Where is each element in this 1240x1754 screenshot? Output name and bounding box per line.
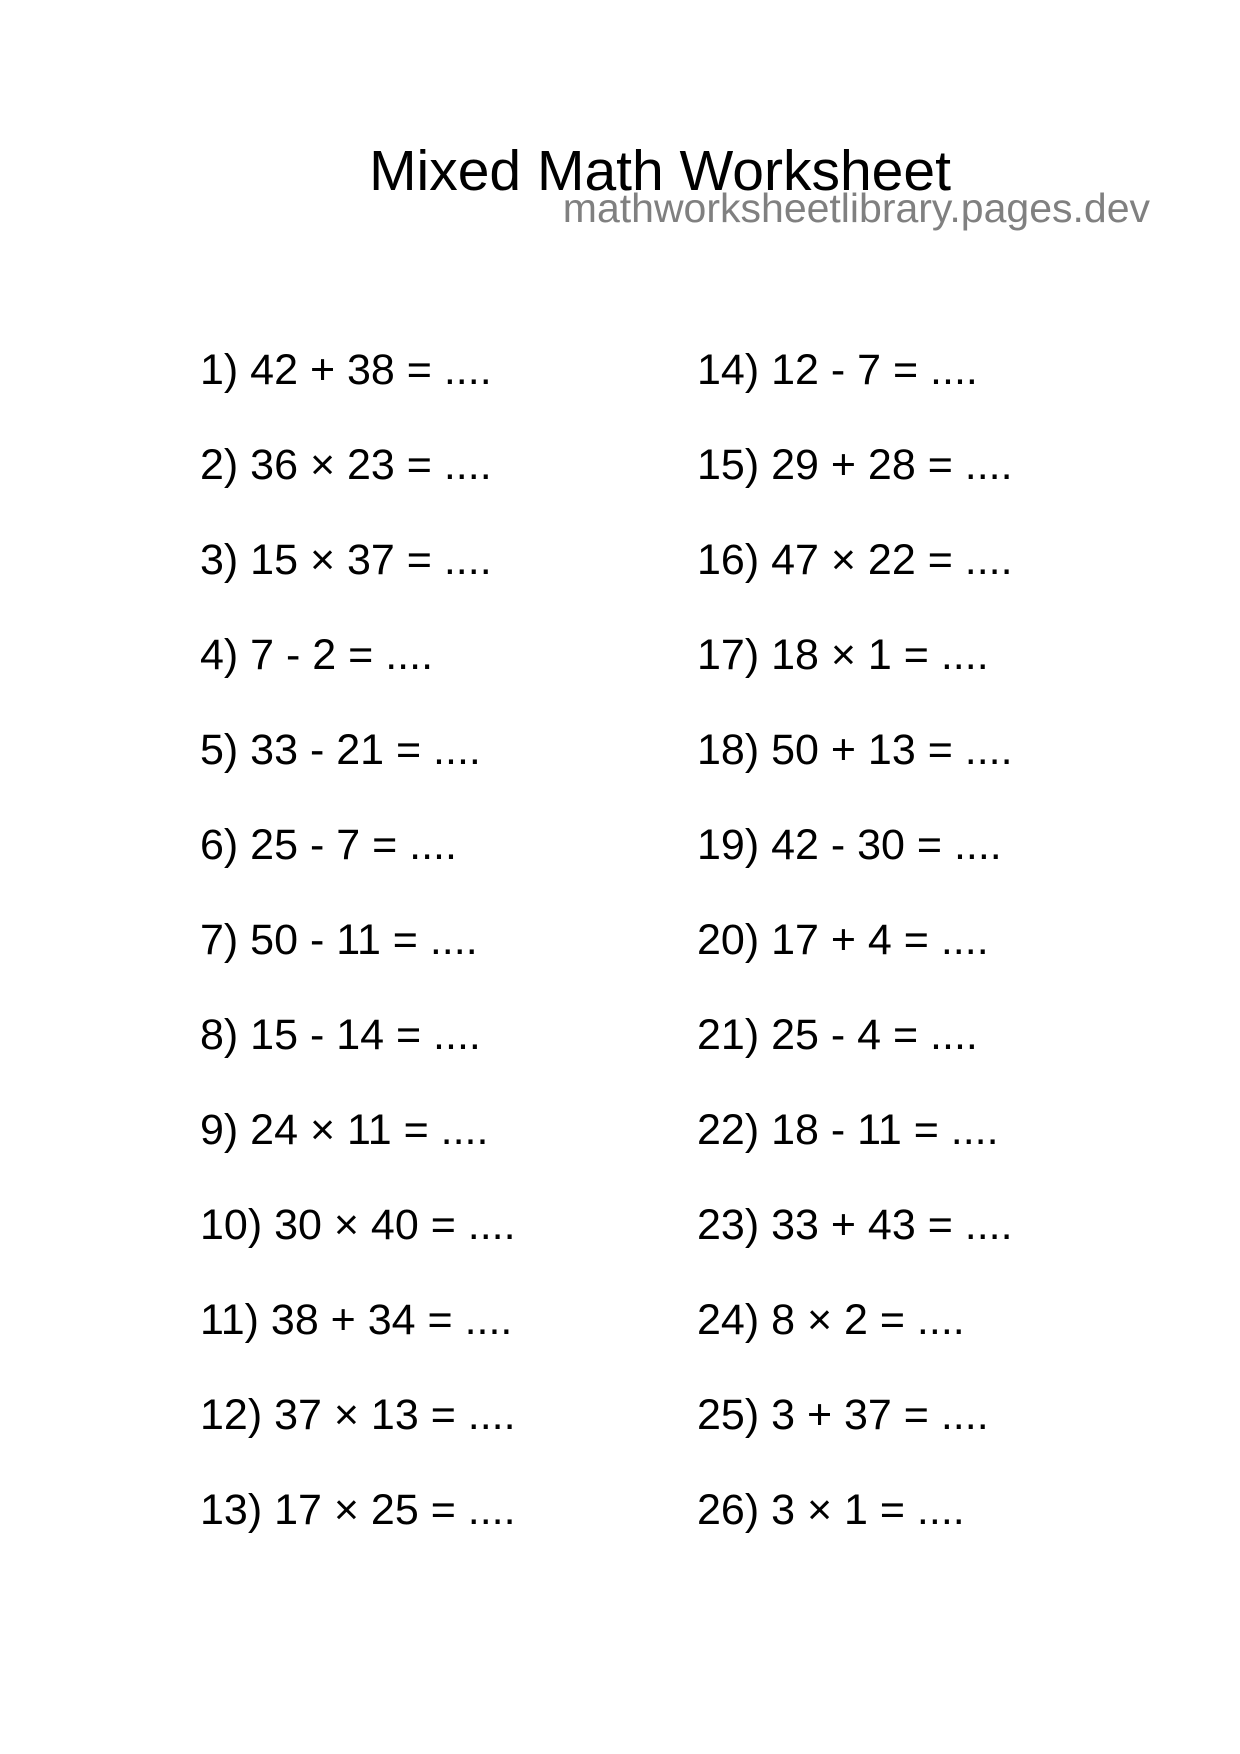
problem-column-right [697,345,1013,1580]
problem-item: 8) 15 - 14 = .... [200,1011,481,1059]
problem-item: 1) 42 + 38 = .... [200,346,492,394]
problem-item: 6) 25 - 7 = .... [200,821,457,869]
problem-item: 14) 12 - 7 = .... [697,346,978,394]
problem-item: 4) 7 - 2 = .... [200,631,434,679]
page-title: Mixed Math Worksheet [369,139,951,204]
problem-item: 7) 50 - 11 = .... [200,916,478,964]
problem-item: 2) 36 × 23 = .... [200,441,492,489]
problem-item: 18) 50 + 13 = .... [697,726,1013,774]
problem-item: 16) 47 × 22 = .... [697,536,1013,584]
problem-item: 11) 38 + 34 = .... [200,1296,513,1344]
problem-item: 10) 30 × 40 = .... [200,1201,516,1249]
problem-item: 25) 3 + 37 = .... [697,1391,989,1439]
problem-item: 20) 17 + 4 = .... [697,916,989,964]
problem-item: 17) 18 × 1 = .... [697,631,989,679]
problem-item: 15) 29 + 28 = .... [697,441,1013,489]
problem-item: 21) 25 - 4 = .... [697,1011,978,1059]
problem-item: 22) 18 - 11 = .... [697,1106,999,1154]
problem-column-left [200,345,516,1580]
problem-item: 19) 42 - 30 = .... [697,821,1002,869]
problem-item: 5) 33 - 21 = .... [200,726,481,774]
problem-item: 23) 33 + 43 = .... [697,1201,1013,1249]
problem-item: 26) 3 × 1 = .... [697,1486,965,1534]
problem-item: 3) 15 × 37 = .... [200,536,492,584]
problem-item: 9) 24 × 11 = .... [200,1106,489,1154]
problem-item: 13) 17 × 25 = .... [200,1486,516,1534]
source-url: mathworksheetlibrary.pages.dev [562,185,1150,231]
problem-item: 12) 37 × 13 = .... [200,1391,516,1439]
problem-item: 24) 8 × 2 = .... [697,1296,965,1344]
